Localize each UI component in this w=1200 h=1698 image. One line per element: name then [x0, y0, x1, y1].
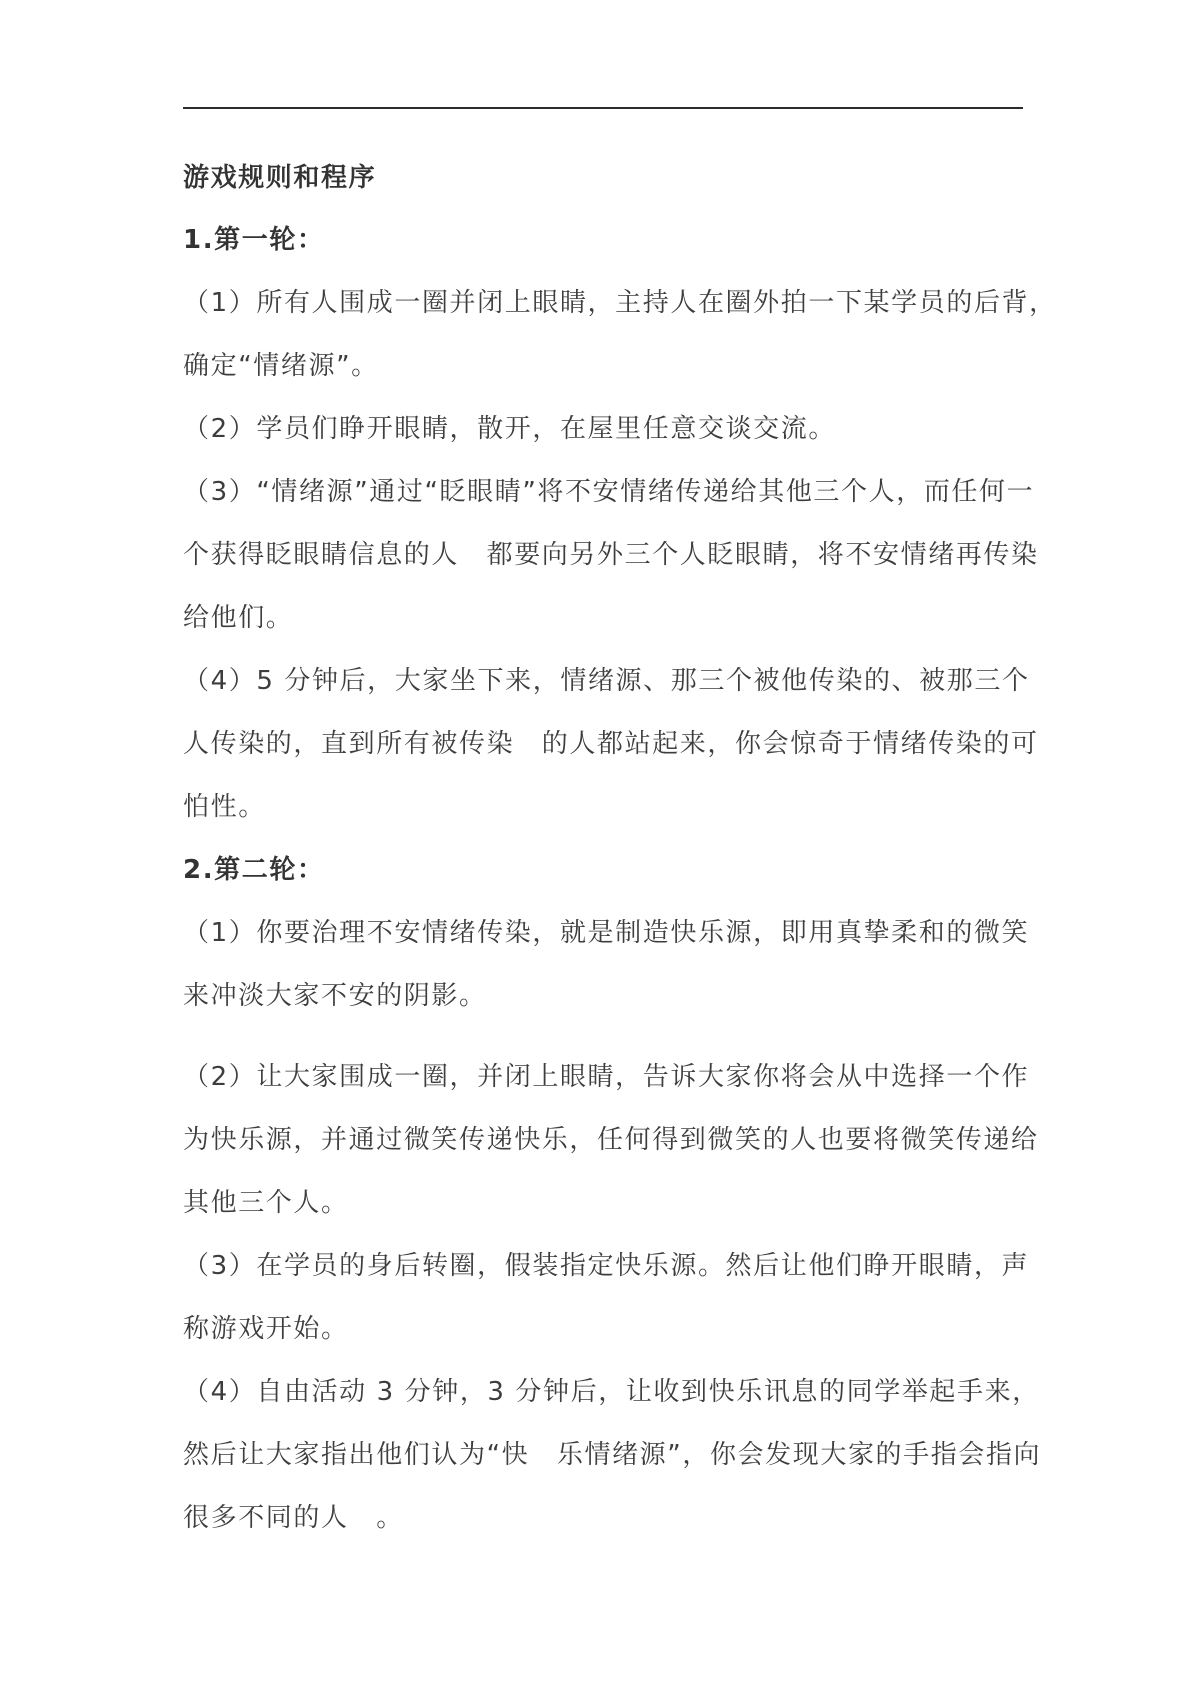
- round2-heading: 2.第二轮：: [183, 855, 325, 885]
- round2-step3-line1: （3）在学员的身后转圈，假装指定快乐源。然后让他们睁开眼睛，声: [183, 1251, 1030, 1281]
- top-divider: [183, 107, 1023, 109]
- round1-step3-line1: （3）“情绪源”通过“眨眼睛”将不安情绪传递给其他三个人，而任何一: [183, 477, 1035, 507]
- round1-step4-line2: 人传染的，直到所有被传染 的人都站起来，你会惊奇于情绪传染的可: [183, 729, 1039, 759]
- round2-step2-line2: 为快乐源，并通过微笑传递快乐，任何得到微笑的人也要将微笑传递给: [183, 1125, 1039, 1155]
- round2-step4-line3: 很多不同的人 。: [183, 1503, 404, 1533]
- round2-step4-line1: （4）自由活动 3 分钟，3 分钟后，让收到快乐讯息的同学举起手来，: [183, 1377, 1040, 1407]
- round1-step4-line1: （4）5 分钟后，大家坐下来，情绪源、那三个被他传染的、被那三个: [183, 666, 1030, 696]
- round2-step1-line2: 来冲淡大家不安的阴影。: [183, 981, 487, 1011]
- round2-step1-line1: （1）你要治理不安情绪传染，就是制造快乐源，即用真挚柔和的微笑: [183, 918, 1030, 948]
- round1-step4-line3: 怕性。: [183, 792, 266, 822]
- round2-step2-line1: （2）让大家围成一圈，并闭上眼睛，告诉大家你将会从中选择一个作: [183, 1062, 1030, 1092]
- round2-step4-line2: 然后让大家指出他们认为“快 乐情绪源”，你会发现大家的手指会指向: [183, 1440, 1042, 1470]
- round2-step2-line3: 其他三个人。: [183, 1188, 349, 1218]
- round1-step3-line3: 给他们。: [183, 603, 294, 633]
- round1-step3-line2: 个获得眨眼睛信息的人 都要向另外三个人眨眼睛，将不安情绪再传染: [183, 540, 1039, 570]
- round1-step1-line1: （1）所有人围成一圈并闭上眼睛，主持人在圈外拍一下某学员的后背，: [183, 288, 1057, 318]
- round2-step3-line2: 称游戏开始。: [183, 1314, 349, 1344]
- round1-step2-line1: （2）学员们睁开眼睛，散开，在屋里任意交谈交流。: [183, 414, 836, 444]
- round1-step1-line2: 确定“情绪源”。: [183, 351, 379, 381]
- round1-heading: 1.第一轮：: [183, 225, 325, 255]
- section-title: 游戏规则和程序: [183, 163, 377, 193]
